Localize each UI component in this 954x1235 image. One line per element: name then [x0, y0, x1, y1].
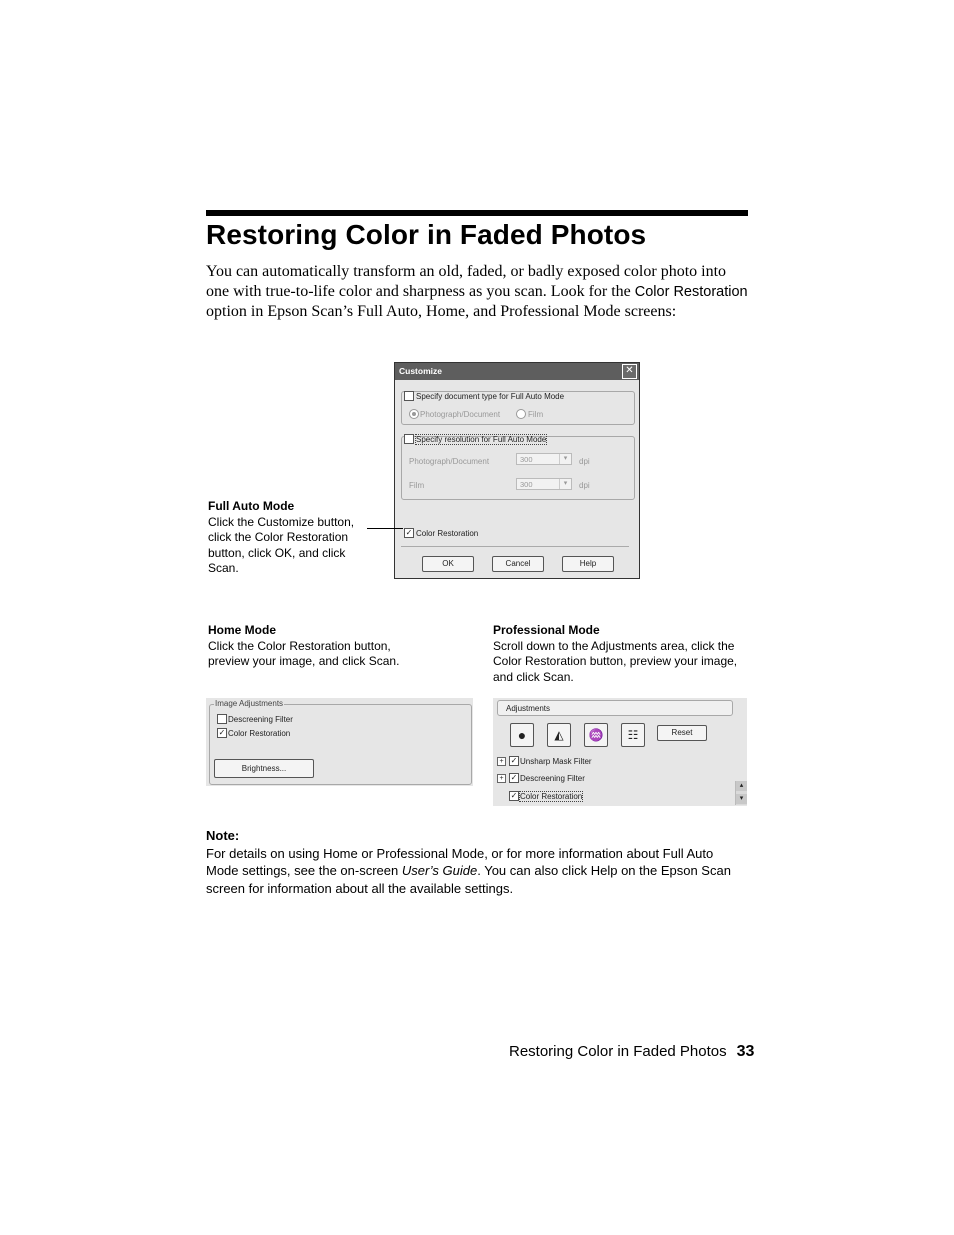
pro-text-1: Scroll down to the Adjustments area, click the — [493, 638, 735, 653]
resolution-checkbox[interactable] — [404, 434, 414, 444]
pro-mode-body — [493, 639, 743, 686]
note-users-guide: User’s Guide — [401, 863, 478, 878]
full-auto-text-5: . — [235, 561, 239, 575]
note-text-3: on the Epson Scan screen for information about all the available settings. — [206, 863, 731, 896]
full-auto-term-color-restoration: Color Restoration — [254, 530, 349, 544]
histogram-icon[interactable]: ◭ — [547, 723, 571, 747]
intro-text-1: You can automatically transform an old, faded, or badly exposed color photo into one with true-to-life color and sharpness as you scan. Look for the — [206, 263, 727, 300]
intro-text-2: option in Epson Scan’s Full Auto, Home, and Professional Mode screens: — [206, 303, 677, 320]
help-button[interactable]: Help — [562, 556, 614, 572]
film-unit: dpi — [579, 481, 590, 490]
home-text-2: button, preview your image, and click — [208, 638, 391, 668]
pro-color-restoration-label: Color Restoration — [520, 792, 583, 801]
home-text-1: Click the — [208, 638, 258, 653]
doc-type-checkbox[interactable] — [404, 391, 414, 401]
pro-mode-heading: Professional Mode — [493, 623, 600, 637]
close-icon[interactable]: ✕ — [622, 364, 637, 379]
customize-dialog — [394, 362, 640, 579]
customize-titlebar — [395, 363, 639, 380]
reset-button[interactable]: Reset — [657, 725, 707, 741]
full-auto-body — [208, 515, 368, 577]
radio-photo[interactable] — [409, 409, 419, 419]
pro-term-scan: Scan — [543, 669, 571, 684]
unsharp-label: Unsharp Mask Filter — [520, 757, 592, 766]
full-auto-text-2: button, click the — [208, 514, 355, 544]
color-restoration-checkbox[interactable]: ✓ — [405, 528, 413, 537]
brightness-button[interactable]: Brightness... — [214, 759, 314, 778]
pro-mode-caption — [493, 623, 743, 685]
full-auto-text-4: , and click — [292, 545, 346, 560]
home-color-restoration-checkbox[interactable]: ✓ — [218, 728, 226, 737]
pro-term-color-restoration: Color Restoration — [493, 654, 587, 668]
radio-film-label: Film — [528, 410, 544, 419]
radio-photo-label: Photograph/Document — [420, 410, 501, 419]
full-auto-caption — [208, 499, 368, 577]
page-footer — [509, 1042, 754, 1062]
film-resolution-value: 300 — [520, 480, 533, 489]
note-text-2: . You can also click — [477, 863, 591, 878]
scroll-up-icon[interactable]: ▴ — [736, 781, 747, 791]
resolution-label: Specify resolution for Full Auto Mode — [416, 435, 547, 444]
expand-descreening-icon[interactable]: + — [497, 774, 506, 783]
chevron-down-icon: ▾ — [559, 454, 571, 464]
pro-color-restoration-checkbox[interactable]: ✓ — [510, 791, 518, 800]
callout-line — [367, 528, 403, 529]
film-resolution-select[interactable] — [516, 478, 572, 490]
home-term-color-restoration: Color Restoration — [257, 638, 351, 653]
tone-curve-icon[interactable]: ♒ — [584, 723, 608, 747]
pro-text-2: button, preview your image, and click — [493, 654, 738, 684]
page-number: 33 — [736, 1043, 755, 1060]
home-mode-caption — [208, 623, 423, 670]
ok-button[interactable]: OK — [422, 556, 474, 572]
full-auto-heading: Full Auto Mode — [208, 499, 295, 513]
pro-mode-panel — [493, 698, 747, 806]
note-body — [206, 845, 746, 898]
full-auto-term-customize: Customize — [257, 514, 315, 529]
radio-film[interactable] — [516, 409, 526, 419]
home-mode-body — [208, 639, 423, 670]
intro-option-name: Color Restoration — [634, 284, 748, 300]
note-term-help: Help — [590, 863, 618, 878]
footer-title: Restoring Color in Faded Photos — [509, 1043, 727, 1060]
home-text-3: . — [396, 654, 400, 668]
photo-unit: dpi — [579, 457, 590, 466]
unsharp-checkbox[interactable]: ✓ — [510, 756, 518, 765]
note-heading: Note: — [206, 828, 240, 843]
full-auto-text-3: button, click — [208, 545, 275, 560]
page-title: Restoring Color in Faded Photos — [206, 219, 647, 250]
note-text-1: For details on using Home or Professional Mode, or for more information about Full Auto Mode settings, see the on-screen — [206, 845, 714, 878]
customize-title: Customize — [399, 366, 442, 376]
intro-paragraph — [206, 262, 751, 322]
pro-text-3: . — [570, 669, 574, 684]
photo-resolution-select[interactable] — [516, 453, 572, 465]
note-block — [206, 827, 746, 897]
photo-resolution-value: 300 — [520, 455, 533, 464]
full-auto-term-scan: Scan — [208, 561, 236, 575]
color-balance-icon[interactable]: ☷ — [621, 723, 645, 747]
chevron-down-icon: ▾ — [559, 479, 571, 489]
descreening-checkbox[interactable] — [217, 714, 227, 724]
full-auto-term-ok: OK — [274, 545, 293, 560]
adjustments-label: Adjustments — [506, 704, 551, 713]
image-adjustments-label: Image Adjustments — [215, 699, 284, 708]
dialog-separator — [401, 546, 629, 547]
scroll-down-icon[interactable]: ▾ — [736, 794, 747, 804]
home-mode-panel — [206, 698, 473, 786]
expand-unsharp-icon[interactable]: + — [497, 757, 506, 766]
auto-exposure-icon[interactable]: ● — [510, 723, 534, 747]
cancel-button[interactable]: Cancel — [492, 556, 544, 572]
home-term-scan: Scan — [368, 654, 397, 668]
film-resolution-label: Film — [409, 481, 425, 490]
home-color-restoration-label: Color Restoration — [228, 729, 291, 738]
color-restoration-label: Color Restoration — [416, 529, 479, 538]
photo-resolution-label: Photograph/Document — [409, 457, 490, 466]
descreening-label: Descreening Filter — [228, 715, 293, 724]
home-mode-heading: Home Mode — [208, 623, 277, 637]
full-auto-text-1: Click the — [208, 514, 258, 529]
pro-descreening-checkbox[interactable]: ✓ — [510, 773, 518, 782]
doc-type-label: Specify document type for Full Auto Mode — [416, 392, 565, 401]
vertical-scrollbar[interactable] — [735, 781, 747, 805]
pro-descreening-label: Descreening Filter — [520, 774, 585, 783]
resolution-group — [401, 436, 635, 500]
